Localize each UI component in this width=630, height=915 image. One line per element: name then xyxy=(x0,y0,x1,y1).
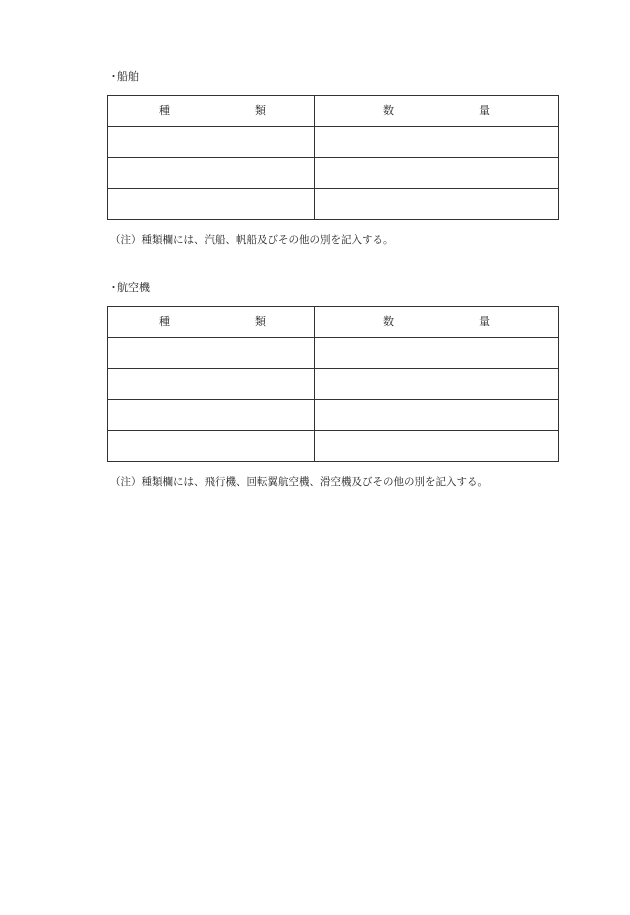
aircraft-kind-cell[interactable] xyxy=(108,431,315,462)
ship-title-text: 船舶 xyxy=(117,70,139,83)
bullet: ・ xyxy=(108,70,119,83)
aircraft-header-row xyxy=(108,307,559,338)
qty-header-char-1: 数 xyxy=(383,315,394,328)
aircraft-qty-cell[interactable] xyxy=(315,369,559,400)
aircraft-section-title xyxy=(108,281,150,295)
aircraft-qty-header xyxy=(315,307,559,338)
kind-header-char-1: 種 xyxy=(159,315,170,328)
aircraft-kind-cell[interactable] xyxy=(108,400,315,431)
ship-section-title xyxy=(108,70,139,84)
table-row xyxy=(108,431,559,462)
ship-qty-cell[interactable] xyxy=(315,189,559,220)
ship-kind-cell[interactable] xyxy=(108,189,315,220)
ship-qty-cell[interactable] xyxy=(315,127,559,158)
ship-header-row xyxy=(108,96,559,127)
table-row xyxy=(108,369,559,400)
kind-header-char-2: 類 xyxy=(255,104,266,117)
ship-note: （注）種類欄には、汽船、帆船及びその他の別を記入する。 xyxy=(110,234,394,246)
aircraft-kind-header xyxy=(108,307,315,338)
ship-kind-cell[interactable] xyxy=(108,158,315,189)
kind-header-char-1: 種 xyxy=(159,104,170,117)
aircraft-qty-cell[interactable] xyxy=(315,338,559,369)
table-row xyxy=(108,158,559,189)
aircraft-qty-cell[interactable] xyxy=(315,400,559,431)
table-row xyxy=(108,338,559,369)
ship-table xyxy=(107,95,559,220)
ship-kind-header xyxy=(108,96,315,127)
aircraft-title-text: 航空機 xyxy=(117,281,150,294)
table-row xyxy=(108,127,559,158)
aircraft-table xyxy=(107,306,559,462)
aircraft-kind-cell[interactable] xyxy=(108,338,315,369)
ship-qty-cell[interactable] xyxy=(315,158,559,189)
bullet: ・ xyxy=(108,281,119,294)
qty-header-char-1: 数 xyxy=(383,104,394,117)
table-row xyxy=(108,400,559,431)
ship-qty-header xyxy=(315,96,559,127)
ship-kind-cell[interactable] xyxy=(108,127,315,158)
aircraft-note: （注）種類欄には、飛行機、回転翼航空機、滑空機及びその他の別を記入する。 xyxy=(110,476,488,488)
table-row xyxy=(108,189,559,220)
aircraft-qty-cell[interactable] xyxy=(315,431,559,462)
aircraft-kind-cell[interactable] xyxy=(108,369,315,400)
qty-header-char-2: 量 xyxy=(479,315,490,328)
qty-header-char-2: 量 xyxy=(479,104,490,117)
kind-header-char-2: 類 xyxy=(255,315,266,328)
